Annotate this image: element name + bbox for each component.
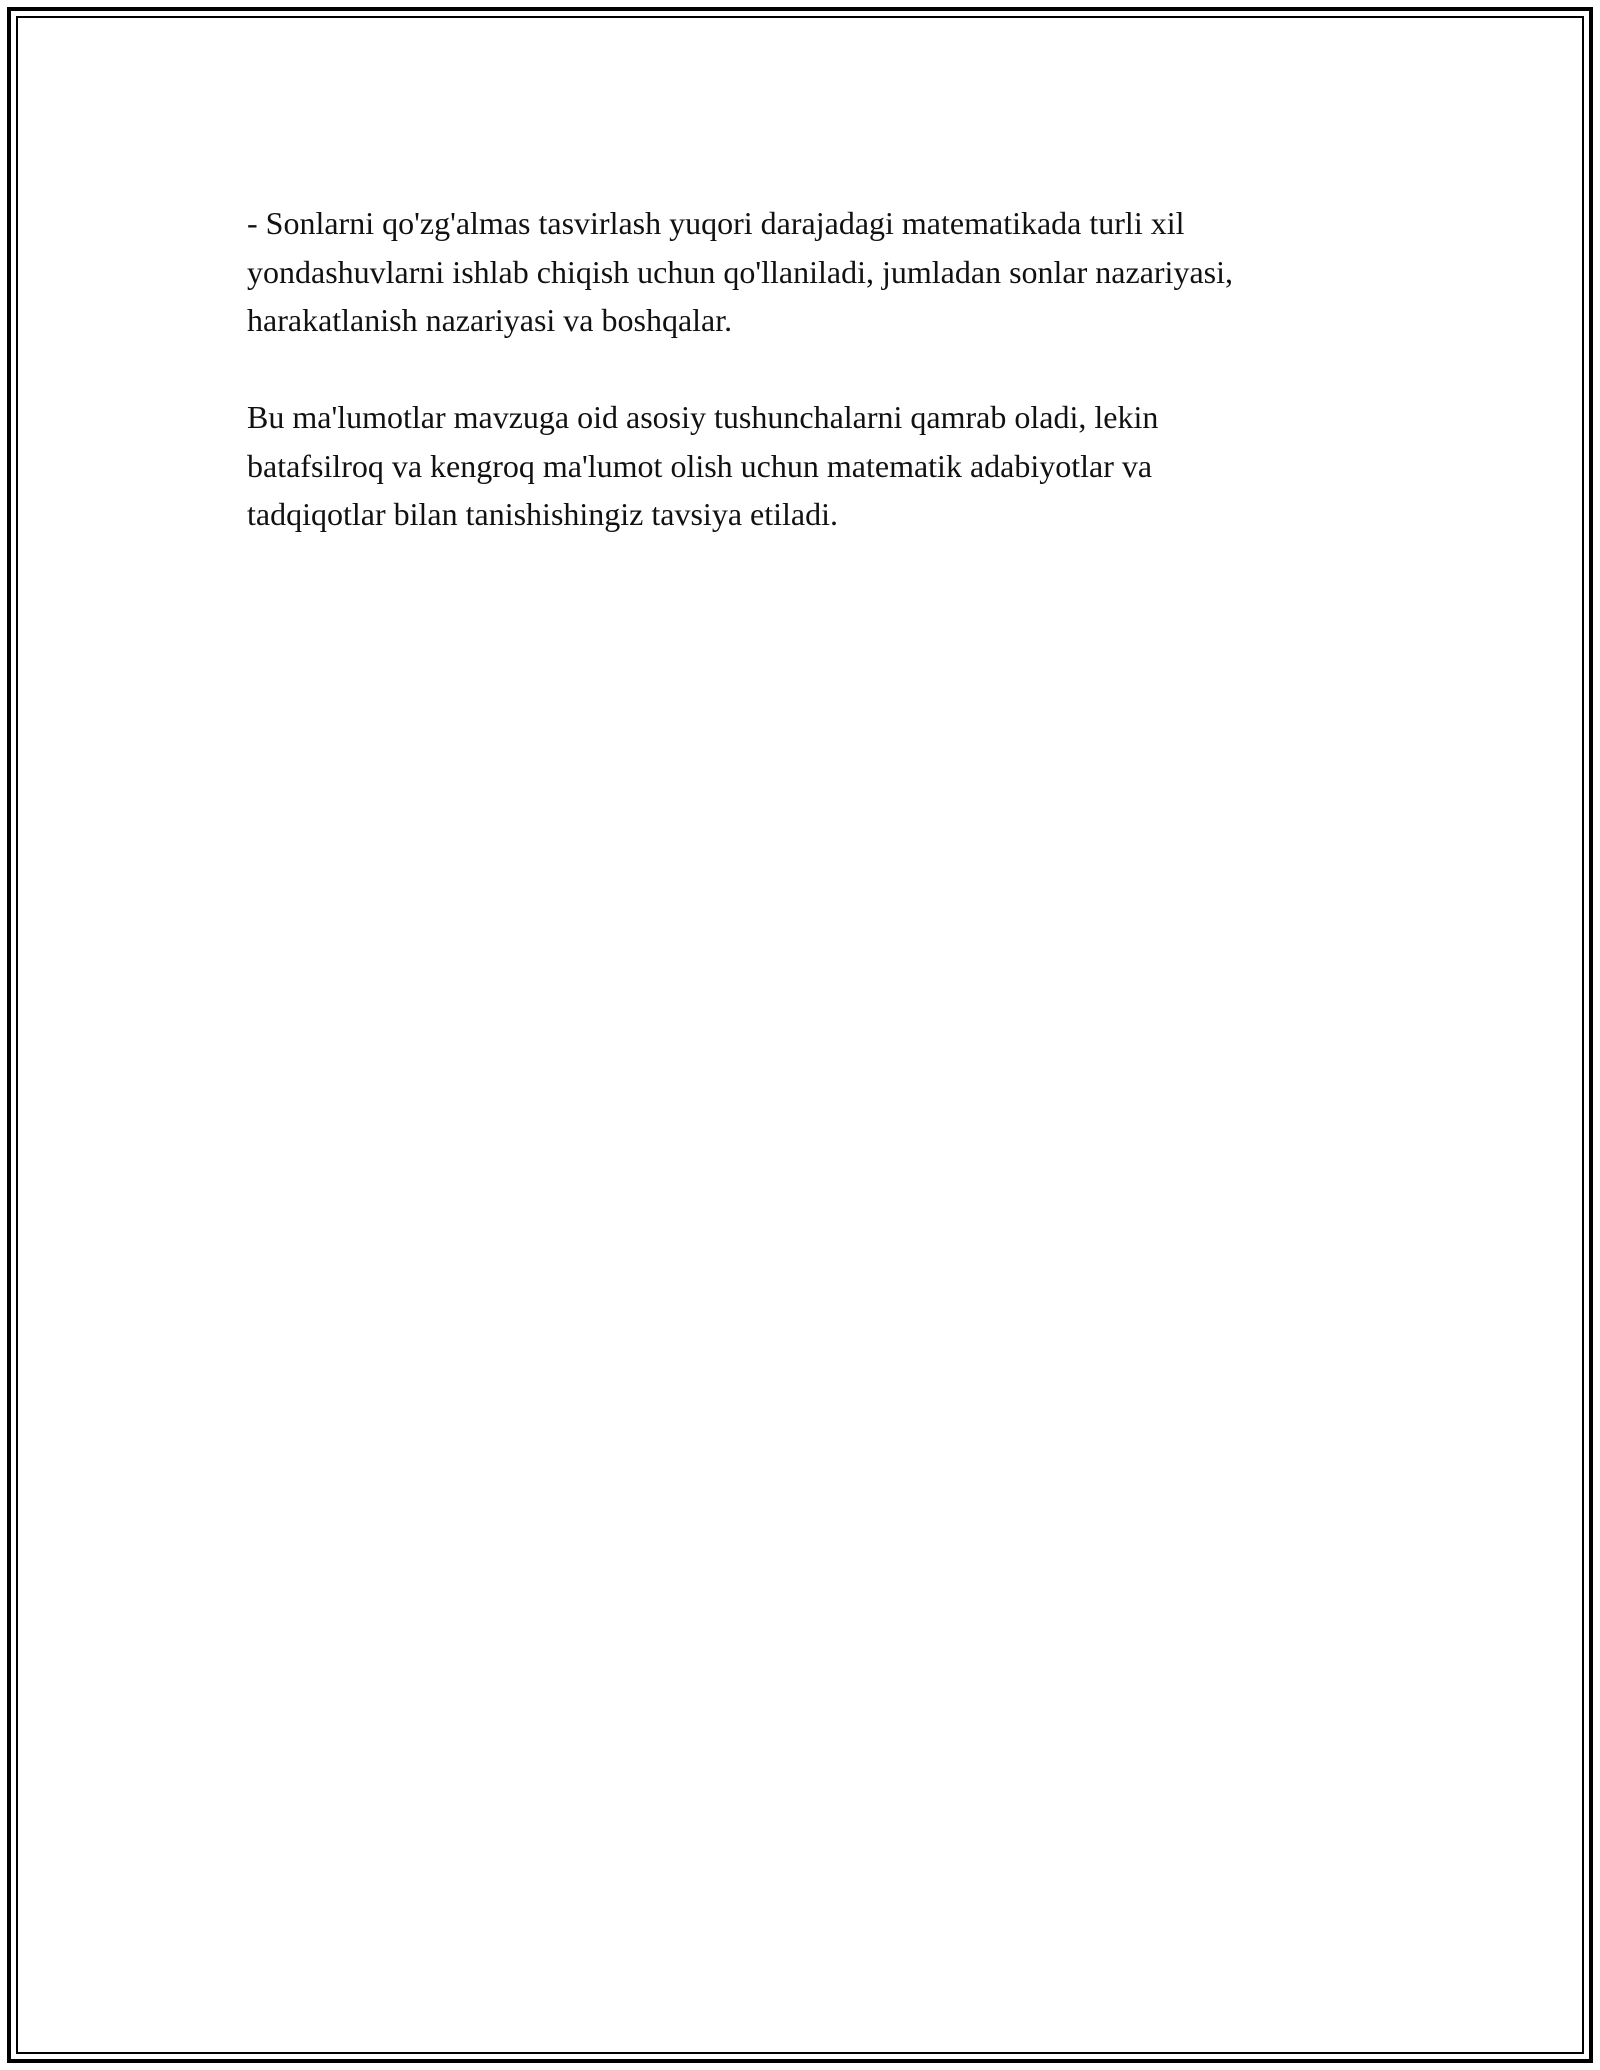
document-body bbox=[247, 199, 1437, 587]
paragraph-number-representation: - Sonlarni qo'zg'almas tasvirlash yuqori darajadagi matematikada turli xil yondashuvlarni ishlab chiqish uchun qo'llaniladi, jumladan sonlar nazariyasi, harakatlanish nazariyasi va boshqalar. bbox=[247, 205, 1233, 338]
paragraph-conclusion: Bu ma'lumotlar mavzuga oid asosiy tushunchalarni qamrab oladi, lekin batafsilroq va kengroq ma'lumot olish uchun matematik adabiyotlar va tadqiqotlar bilan tanishishingiz tavsiya etiladi. bbox=[247, 399, 1159, 532]
page-frame bbox=[7, 7, 1593, 2063]
